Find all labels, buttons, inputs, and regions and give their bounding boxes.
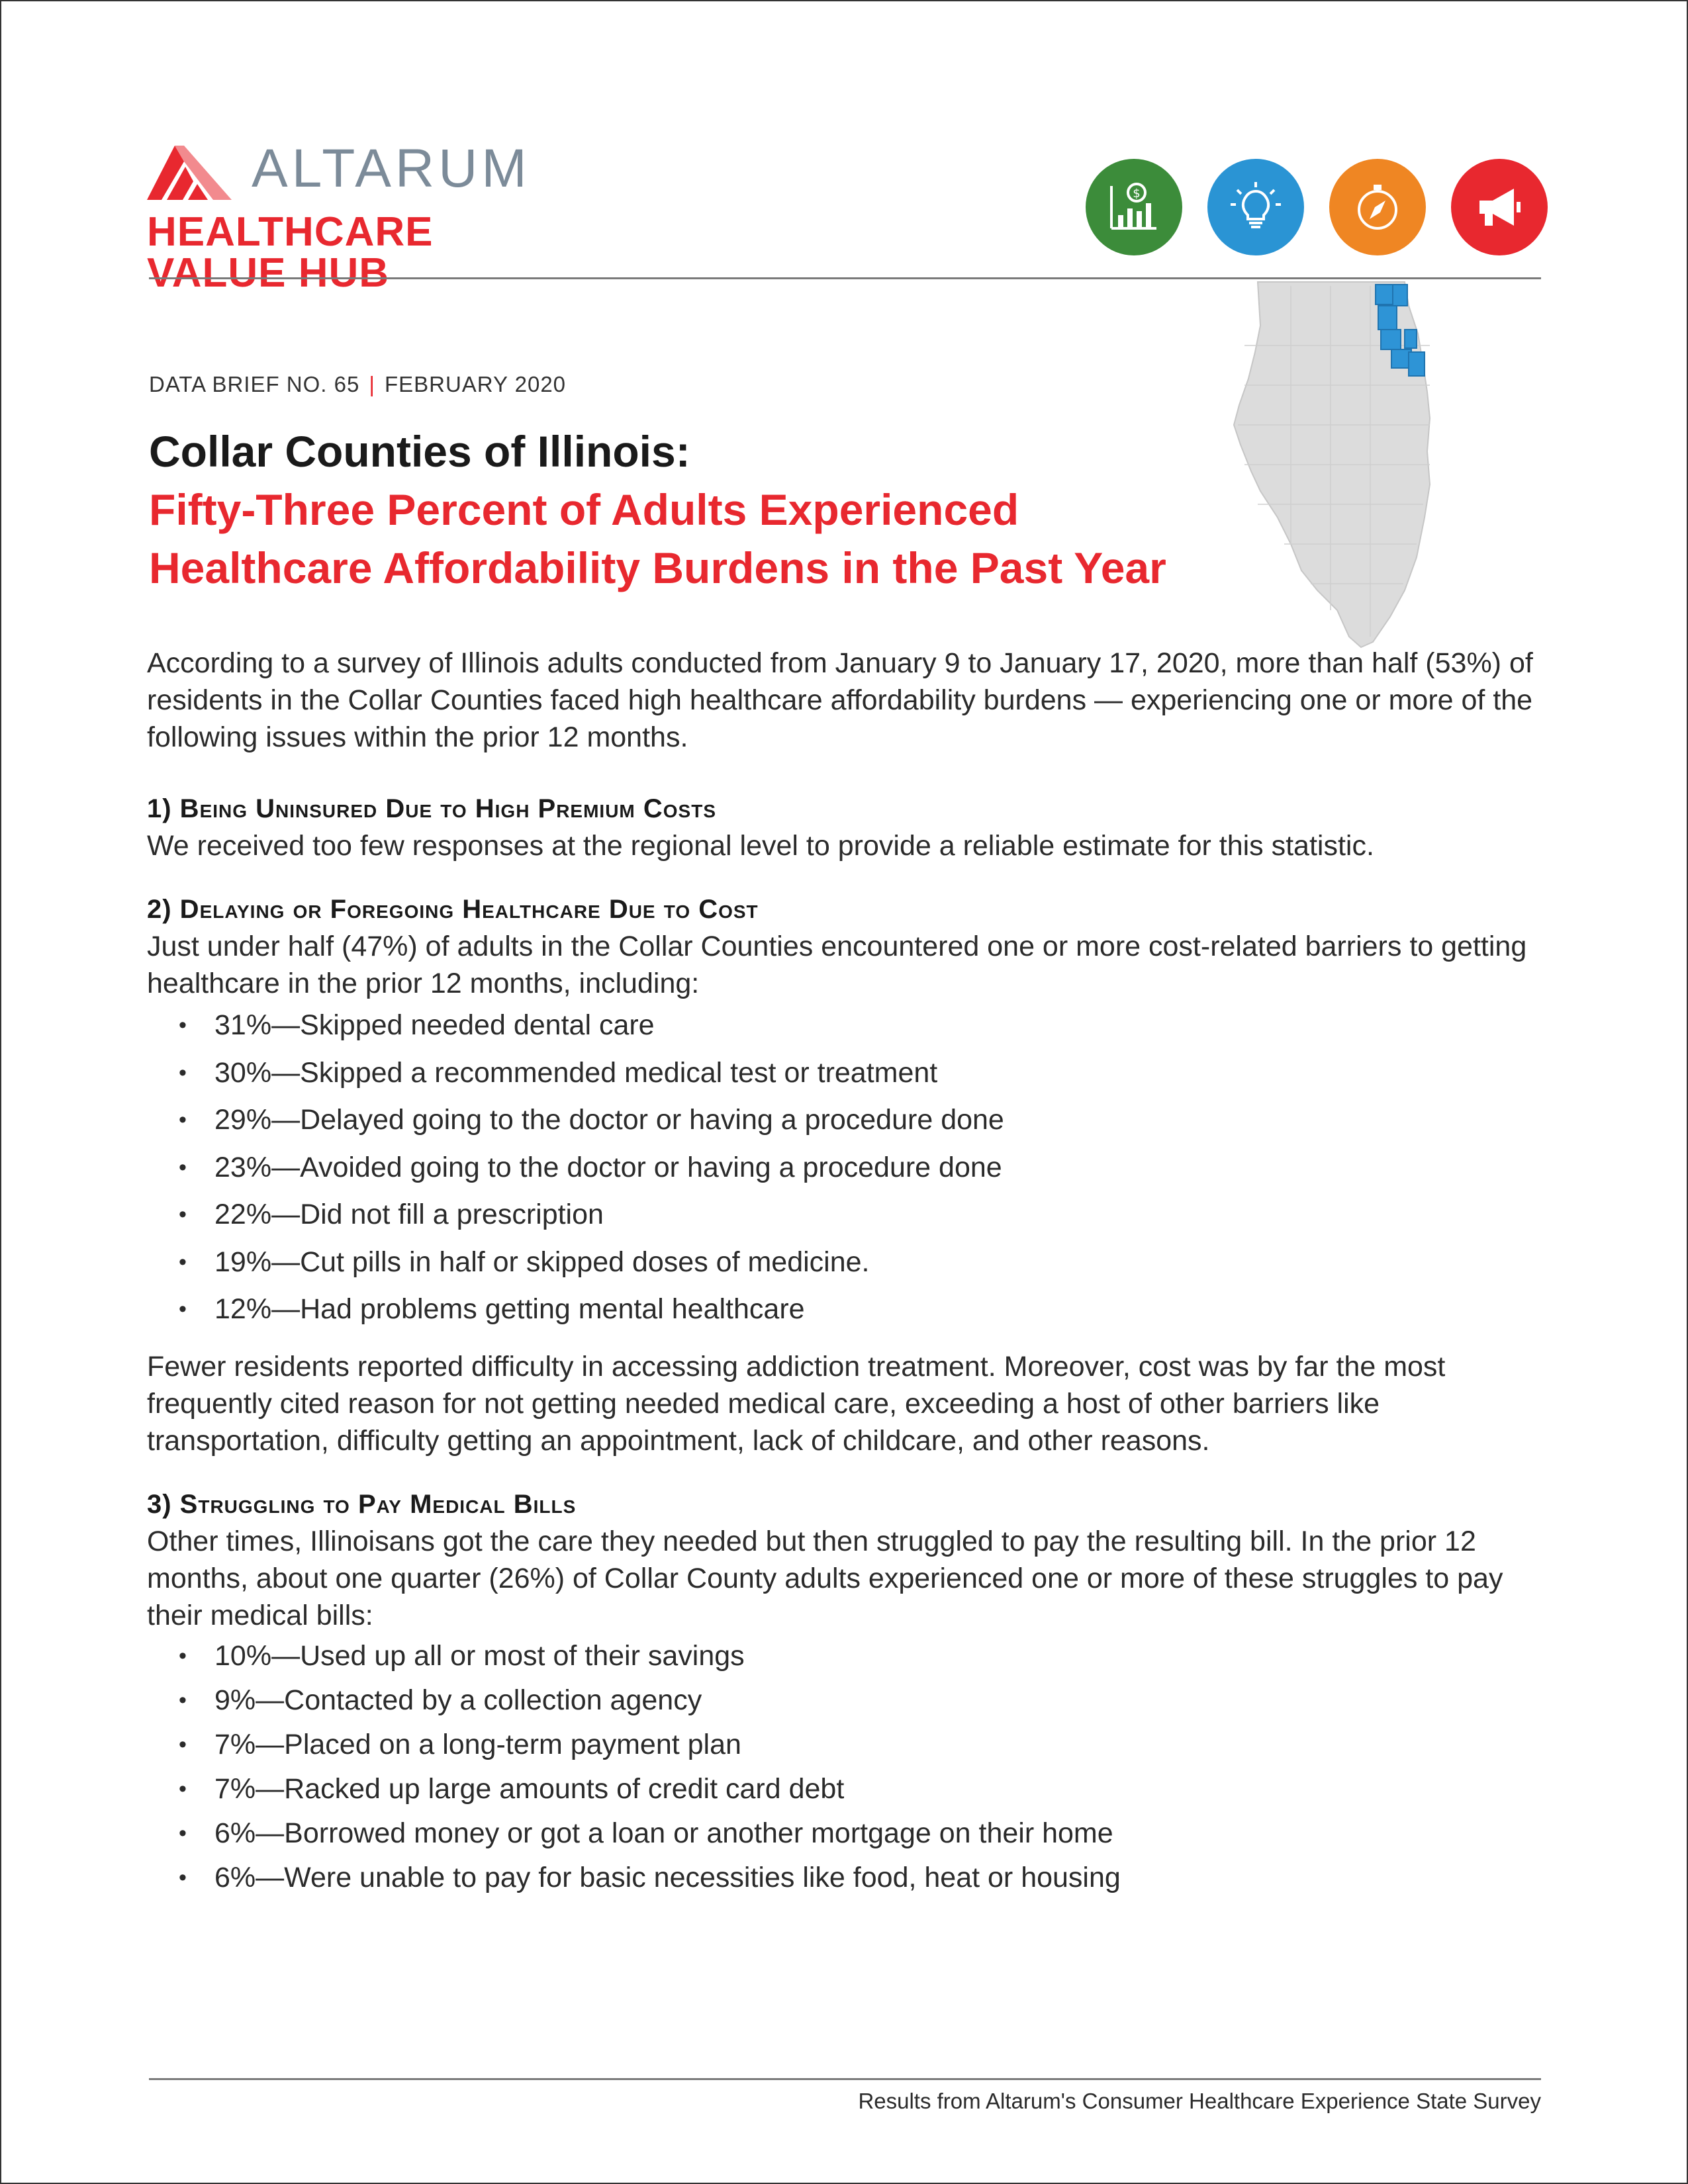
chart-dollar-icon[interactable]: [1086, 159, 1182, 255]
illinois-map: [1231, 279, 1483, 650]
section-1-body: We received too few responses at the regional level to provide a reliable estimate for this statistic.: [147, 830, 1374, 862]
list-item: • 19%—Cut pills in half or skipped doses of medicine.: [147, 1239, 1544, 1287]
list-item: • 7%—Racked up large amounts of credit card debt: [147, 1767, 1544, 1811]
list-item: • 6%—Borrowed money or got a loan or another mortgage on their home: [147, 1811, 1544, 1856]
brief-meta: [149, 372, 566, 397]
list-item: • 9%—Contacted by a collection agency: [147, 1678, 1544, 1723]
list-item: • 30%—Skipped a recommended medical test or treatment: [147, 1050, 1544, 1097]
lightbulb-icon[interactable]: [1207, 159, 1304, 255]
medical-bills-list: [147, 1634, 1544, 1900]
section-3-body: Other times, Illinoisans got the care they needed but then struggled to pay the resulting bill. In the prior 12 months, about one quarter (26%) of Collar County adults experienced one or more of these struggles to pay their medical bills:: [147, 1525, 1503, 1631]
list-item: • 29%—Delayed going to the doctor or having a procedure done: [147, 1097, 1544, 1144]
svg-text:$: $: [1133, 187, 1141, 201]
meta-separator: |: [369, 372, 375, 396]
brand-name: ALTARUM: [252, 138, 531, 199]
brief-date: FEBRUARY 2020: [384, 372, 567, 396]
list-item: • 31%—Skipped needed dental care: [147, 1002, 1544, 1050]
altarum-logo-mark-icon: [147, 143, 232, 200]
list-item: • 23%—Avoided going to the doctor or having a procedure done: [147, 1144, 1544, 1192]
title-line-3: Healthcare Affordability Burdens in the Past Year: [149, 543, 1166, 592]
list-item: • 10%—Used up all or most of their savings: [147, 1634, 1544, 1678]
list-item: • 7%—Placed on a long-term payment plan: [147, 1723, 1544, 1767]
footer-divider: [149, 2078, 1541, 2080]
section-2-body: Just under half (47%) of adults in the Collar Counties encountered one or more cost-related barriers to getting healthcare in the prior 12 months, including:: [147, 931, 1527, 999]
section-3-heading: 3) Struggling to Pay Medical Bills: [147, 1489, 577, 1519]
list-item: • 6%—Were unable to pay for basic necessities like food, heat or housing: [147, 1856, 1544, 1900]
footer-text: Results from Altarum's Consumer Healthcare Experience State Survey: [858, 2089, 1541, 2113]
megaphone-icon[interactable]: [1451, 159, 1548, 255]
section-2-after: Fewer residents reported difficulty in accessing addiction treatment. Moreover, cost was by far the most frequently cited reason for not getting needed medical care, exceeding a host of other barriers like transportation, difficulty getting an appointment, lack of childcare, and other reasons.: [147, 1350, 1446, 1457]
brief-number: DATA BRIEF NO. 65: [149, 372, 360, 396]
altarum-logo[interactable]: [147, 138, 544, 296]
intro-paragraph: According to a survey of Illinois adults conducted from January 9 to January 17, 2020, more than half (53%) of residents in the Collar Counties faced high healthcare affordability burdens — experiencing one or more of the following issues within the prior 12 months.: [147, 647, 1533, 753]
list-item: • 22%—Did not fill a prescription: [147, 1191, 1544, 1239]
cost-barriers-list: [147, 1002, 1544, 1334]
title-line-1: Collar Counties of Illinois:: [149, 427, 690, 476]
section-1-heading: 1) Being Uninsured Due to High Premium Costs: [147, 794, 716, 823]
compass-icon[interactable]: [1329, 159, 1426, 255]
brand-subtitle: HEALTHCARE VALUE HUB: [147, 209, 434, 296]
page-title: [149, 422, 1235, 597]
section-2-heading: 2) Delaying or Foregoing Healthcare Due to Cost: [147, 895, 759, 924]
main-content: [147, 645, 1544, 1900]
header-icon-row: [1086, 159, 1549, 258]
list-item: • 12%—Had problems getting mental healthcare: [147, 1286, 1544, 1334]
title-line-2: Fifty-Three Percent of Adults Experienced: [149, 485, 1019, 534]
